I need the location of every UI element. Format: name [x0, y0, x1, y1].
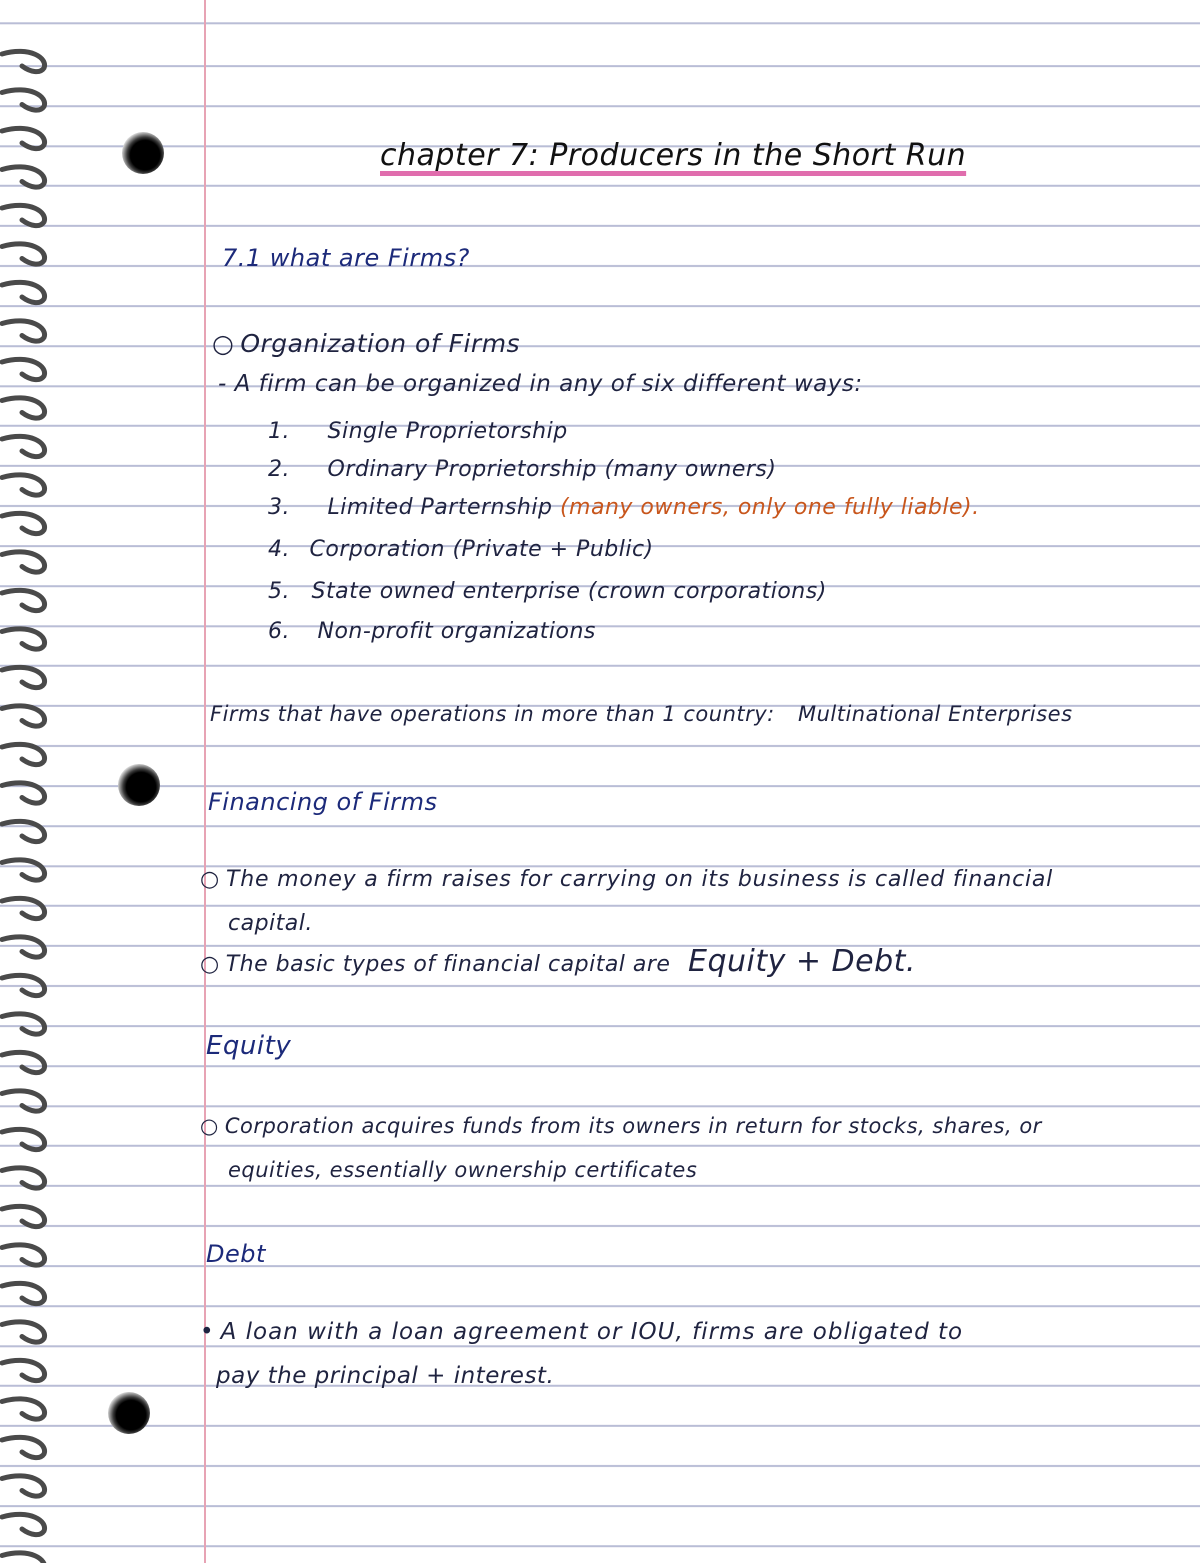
spiral-coil [2, 436, 45, 456]
financing-bullet-1-text: The money a firm raises for carrying on its business is called financial [226, 867, 1054, 892]
list-item-text: Non-profit organizations [317, 619, 596, 644]
organization-heading [212, 330, 520, 358]
spiral-coil [2, 1476, 45, 1496]
organization-intro: - A firm can be organized in any of six different ways: [218, 371, 863, 397]
debt-bullet-text: A loan with a loan agreement or IOU, firms are obligated to [220, 1319, 964, 1345]
spiral-coil [2, 128, 45, 148]
spiral-coil [2, 398, 45, 418]
punch-hole-top [122, 132, 164, 174]
equity-bullet [200, 1112, 1042, 1140]
spiral-coil [2, 860, 45, 880]
spiral-coil [2, 1091, 45, 1111]
spiral-coil [2, 1168, 45, 1188]
list-item-text: Limited Parternship [327, 495, 553, 520]
debt-bullet [200, 1318, 963, 1346]
bullet-circle-icon: ○ [200, 952, 220, 977]
spiral-coil [2, 1052, 45, 1072]
equity-heading: Equity [206, 1031, 292, 1061]
list-item [268, 456, 776, 484]
list-item-note: (many owners) [604, 457, 777, 482]
spiral-coil [2, 1129, 45, 1149]
list-item [268, 494, 980, 522]
spiral-coil [2, 783, 45, 803]
spiral-coil [2, 1206, 45, 1226]
spiral-coil [2, 1322, 45, 1342]
list-item-text: Ordinary Proprietorship [327, 457, 597, 482]
financing-bullet-1-cont: capital. [228, 911, 313, 936]
spiral-coil [2, 1014, 45, 1034]
spiral-coil [2, 590, 45, 610]
list-item-number: 4. [268, 537, 290, 562]
multinational-term: Multinational Enterprises [797, 702, 1073, 726]
list-item-number: 6. [268, 619, 290, 644]
financing-bullet-2-text: The basic types of financial capital are [225, 952, 671, 977]
bullet-circle-icon: • [200, 1319, 215, 1345]
spiral-coil [2, 475, 45, 495]
multinational-line [210, 700, 1073, 728]
spiral-coil [2, 244, 45, 264]
section-heading-7-1: 7.1 what are Firms? [222, 244, 470, 272]
equity-bullet-cont: equities, essentially ownership certificates [228, 1158, 698, 1182]
spiral-coil [2, 975, 45, 995]
punch-hole-middle [118, 764, 160, 806]
list-item-text: State owned enterprise [311, 579, 581, 604]
bullet-circle-icon: ○ [212, 329, 235, 358]
list-item-number: 5. [268, 579, 290, 604]
equity-bullet-text: Corporation acquires funds from its owners in return for stocks, shares, or [224, 1114, 1042, 1138]
spiral-coil [2, 744, 45, 764]
list-item [268, 536, 654, 564]
spiral-coil [2, 167, 45, 187]
list-item [268, 618, 596, 646]
bullet-circle-icon: ○ [200, 867, 220, 892]
spiral-coil [2, 51, 45, 71]
debt-bullet-cont: pay the principal + interest. [216, 1363, 555, 1389]
spiral-coil [2, 1283, 45, 1303]
spiral-coil [2, 1437, 45, 1457]
punch-hole-bottom [108, 1392, 150, 1434]
debt-heading: Debt [206, 1240, 266, 1268]
spiral-coil [2, 359, 45, 379]
spiral-coil [2, 1514, 45, 1534]
list-item-text: Corporation [309, 537, 445, 562]
spiral-coil [2, 1553, 45, 1563]
page-title: chapter 7: Producers in the Short Run [380, 138, 967, 173]
spiral-coil [2, 1399, 45, 1419]
spiral-coil [2, 706, 45, 726]
list-item [268, 578, 827, 606]
spiral-coil [2, 282, 45, 302]
list-item-number: 1. [268, 419, 290, 444]
spiral-coil [2, 552, 45, 572]
list-item-note-highlight: (many owners, only one fully liable). [559, 495, 980, 520]
list-item [268, 418, 568, 446]
financing-bullet-2-term: Equity + Debt. [687, 944, 916, 979]
financing-bullet-2 [200, 944, 916, 979]
bullet-circle-icon: ○ [200, 1114, 219, 1138]
multinational-text: Firms that have operations in more than 1 country: [210, 702, 775, 726]
financing-bullet-1 [200, 866, 1053, 894]
spiral-coil [2, 821, 45, 841]
spiral-coil [2, 629, 45, 649]
spiral-coil [2, 513, 45, 533]
organization-heading-text: Organization of Firms [240, 329, 521, 358]
list-item-number: 3. [268, 495, 290, 520]
spiral-coil [2, 667, 45, 687]
spiral-coil [2, 205, 45, 225]
spiral-coil [2, 1360, 45, 1380]
list-item-text: Single Proprietorship [327, 419, 568, 444]
spiral-coil [2, 898, 45, 918]
spiral-binding [0, 0, 60, 1563]
list-item-note: (Private + Public) [452, 537, 654, 562]
list-item-note: (crown corporations) [587, 579, 827, 604]
spiral-coil [2, 937, 45, 957]
spiral-coil [2, 90, 45, 110]
list-item-number: 2. [268, 457, 290, 482]
spiral-coil [2, 321, 45, 341]
spiral-coil [2, 1245, 45, 1265]
financing-heading: Financing of Firms [208, 788, 438, 816]
